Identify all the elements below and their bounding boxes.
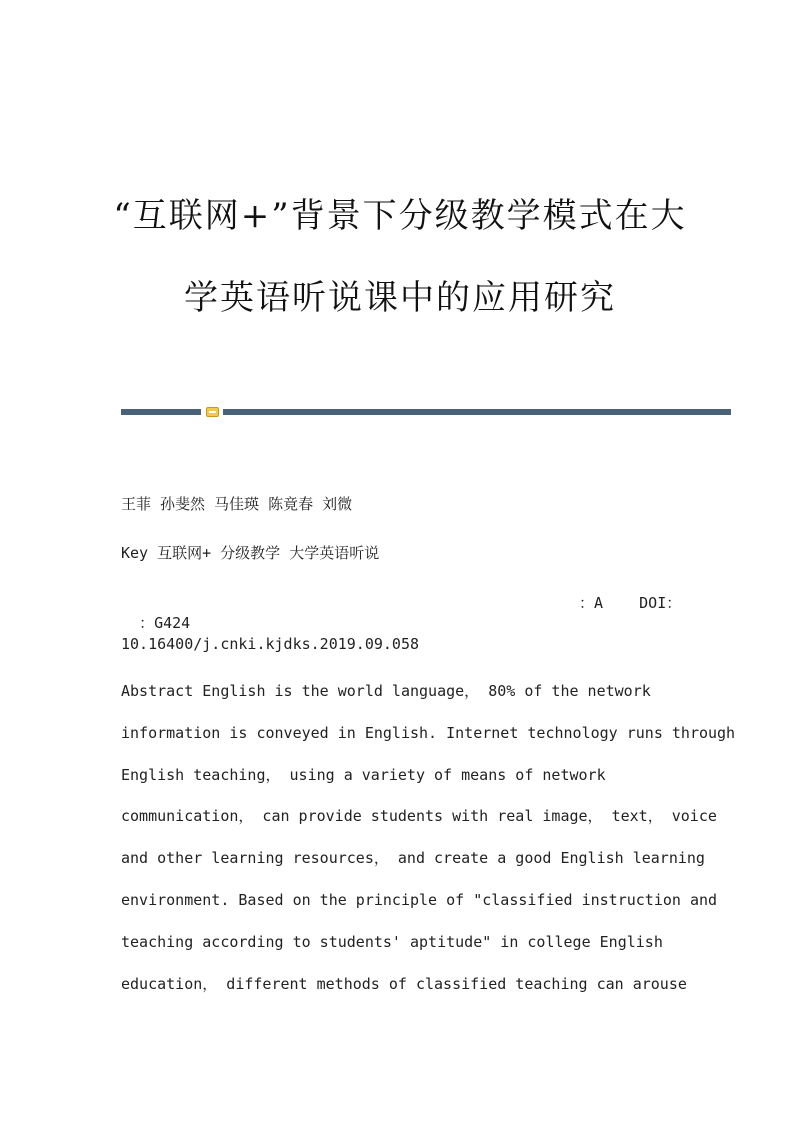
divider-right-segment — [223, 409, 731, 415]
doi: 10.16400/j.cnki.kjdks.2019.09.058 — [121, 635, 420, 653]
abstract-line: English teaching， using a variety of means of network — [121, 765, 606, 784]
title-line-1: “互联网+”背景下分级教学模式在大 — [113, 196, 687, 236]
abstract-line: information is conveyed in English. Internet technology runs through — [121, 723, 736, 742]
divider-left-segment — [121, 409, 201, 415]
divider-badge-icon — [206, 407, 219, 417]
abstract-line: teaching according to students' aptitude" in college English — [121, 932, 663, 951]
keywords: Key 互联网+ 分级教学 大学英语听说 — [121, 544, 380, 562]
clc-number: ：G424 — [139, 614, 191, 632]
title-divider — [121, 408, 731, 416]
document-code: ：A DOI： — [579, 594, 682, 612]
abstract-line: environment. Based on the principle of "classified instruction and — [121, 890, 718, 909]
abstract-line: and other learning resources， and create a good English learning — [121, 849, 705, 868]
authors: 王菲 孙斐然 马佳瑛 陈竟春 刘微 — [121, 495, 353, 513]
title-line-2: 学英语听说课中的应用研究 — [184, 278, 616, 318]
abstract-line: Abstract English is the world language， 80% of the network — [121, 682, 651, 700]
abstract-line: education， different methods of classified teaching can arouse — [121, 974, 687, 993]
abstract — [121, 681, 735, 1015]
abstract-line: communication， can provide students with real image， text， voice — [121, 807, 717, 826]
